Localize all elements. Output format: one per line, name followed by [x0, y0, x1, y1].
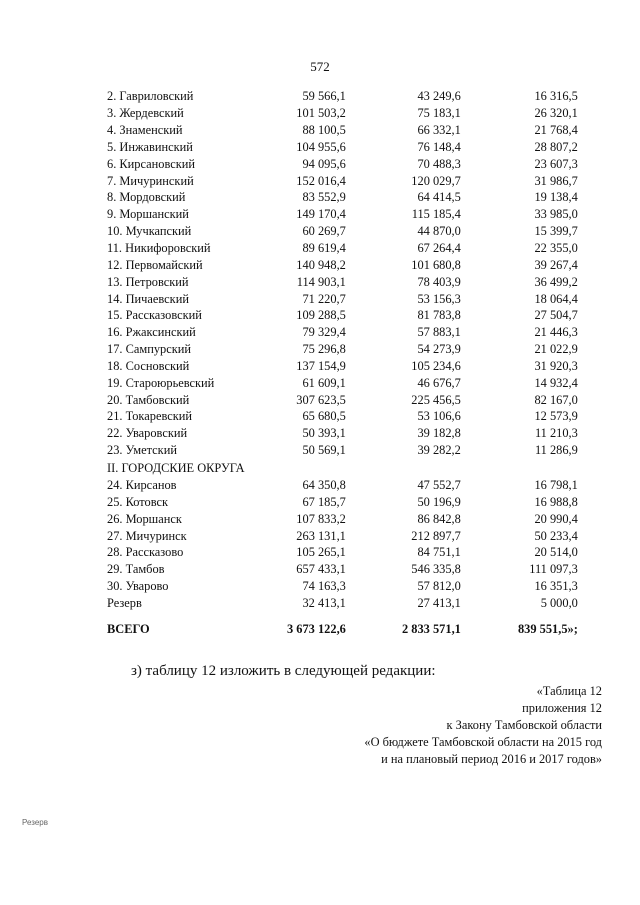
value-col-2: 105 234,6: [411, 358, 461, 373]
value-col-1: 109 288,5: [296, 308, 346, 323]
table-row: [107, 544, 578, 561]
table-row: [107, 493, 578, 510]
table-row: [107, 578, 578, 595]
value-col-3: 16 316,5: [534, 89, 578, 104]
row-name: 17. Сампурский: [107, 342, 191, 357]
table-row: [107, 477, 578, 494]
table-row: [107, 105, 578, 122]
row-name: 8. Мордовский: [107, 190, 186, 205]
table-row: [107, 561, 578, 578]
caption-line: к Закону Тамбовской области: [446, 718, 602, 732]
value-col-2: 57 812,0: [417, 579, 461, 594]
value-col-1: 59 566,1: [302, 89, 346, 104]
value-col-1: 152 016,4: [296, 173, 346, 188]
table-row: [107, 189, 578, 206]
table-row: [107, 425, 578, 442]
table-row: [107, 527, 578, 544]
value-col-2: 44 870,0: [417, 224, 461, 239]
page-number: 572: [310, 59, 330, 74]
value-col-2: 39 282,2: [417, 443, 461, 458]
row-name: 19. Староюрьевский: [107, 375, 215, 390]
value-col-2: 225 456,5: [411, 392, 461, 407]
value-col-1: 65 680,5: [302, 409, 346, 424]
value-col-2: 39 182,8: [417, 426, 461, 441]
value-col-1: 89 619,4: [302, 241, 346, 256]
value-col-2: 212 897,7: [411, 528, 461, 543]
value-col-3: 16 988,8: [534, 494, 578, 509]
row-name: 7. Мичуринский: [107, 173, 194, 188]
value-col-3: 839 551,5»;: [517, 622, 578, 637]
table-row: [107, 240, 578, 257]
row-name: 16. Ржаксинский: [107, 325, 196, 340]
table-caption: [364, 683, 602, 768]
value-col-2: 67 264,4: [417, 241, 461, 256]
value-col-3: 19 138,4: [534, 190, 578, 205]
row-name: 12. Первомайский: [107, 257, 203, 272]
row-name: 25. Котовск: [107, 494, 169, 509]
row-name: 2. Гавриловский: [107, 89, 194, 104]
row-name: 21. Токаревский: [107, 409, 193, 424]
row-name: 15. Рассказовский: [107, 308, 202, 323]
row-name: 26. Моршанск: [107, 511, 182, 526]
value-col-1: 3 673 122,6: [287, 622, 346, 637]
value-col-3: 27 504,7: [534, 308, 578, 323]
value-col-1: 50 393,1: [302, 426, 346, 441]
value-col-1: 105 265,1: [296, 545, 346, 560]
value-col-3: 26 320,1: [534, 106, 578, 121]
value-col-1: 101 503,2: [296, 106, 346, 121]
row-name: 11. Никифоровский: [107, 241, 211, 256]
value-col-2: 101 680,8: [411, 257, 461, 272]
value-col-1: 32 413,1: [302, 595, 346, 610]
value-col-1: 64 350,8: [302, 477, 346, 492]
table-row: [107, 139, 578, 156]
margin-note: Резерв: [22, 818, 48, 827]
value-col-1: 60 269,7: [302, 224, 346, 239]
row-name: 9. Моршанский: [107, 207, 189, 222]
table-row: [107, 341, 578, 358]
value-col-3: 21 768,4: [534, 123, 578, 138]
value-col-2: 2 833 571,1: [402, 622, 461, 637]
table-row: [107, 290, 578, 307]
value-col-1: 149 170,4: [296, 207, 346, 222]
spacer-row: [107, 611, 578, 619]
section-row: [107, 459, 578, 477]
value-col-1: 83 552,9: [302, 190, 346, 205]
row-name: 10. Мучкапский: [107, 224, 192, 239]
value-col-1: 114 903,1: [296, 274, 346, 289]
row-name: 14. Пичаевский: [107, 291, 189, 306]
value-col-3: 28 807,2: [534, 139, 578, 154]
value-col-2: 47 552,7: [417, 477, 461, 492]
row-name: Резерв: [107, 595, 142, 610]
row-name: 24. Кирсанов: [107, 477, 177, 492]
value-col-3: 23 607,3: [534, 156, 578, 171]
row-name: 28. Рассказово: [107, 545, 184, 560]
value-col-2: 50 196,9: [417, 494, 461, 509]
value-col-1: 140 948,2: [296, 257, 346, 272]
table-row: [107, 273, 578, 290]
value-col-2: 53 156,3: [417, 291, 461, 306]
value-col-3: 11 286,9: [534, 443, 578, 458]
table-row: [107, 391, 578, 408]
value-col-1: 71 220,7: [302, 291, 346, 306]
value-col-3: 16 798,1: [534, 477, 578, 492]
value-col-2: 84 751,1: [417, 545, 461, 560]
table-row: [107, 256, 578, 273]
budget-table: [107, 88, 578, 639]
value-col-1: 74 163,3: [302, 579, 346, 594]
value-col-3: 5 000,0: [540, 595, 578, 610]
row-name: 4. Знаменский: [107, 123, 183, 138]
value-col-3: 15 399,7: [534, 224, 578, 239]
spacer-cell: [107, 611, 578, 619]
value-col-2: 54 273,9: [417, 342, 461, 357]
row-name: 30. Уварово: [107, 579, 169, 594]
table-row: [107, 122, 578, 139]
row-name: 22. Уваровский: [107, 426, 188, 441]
value-col-3: 111 097,3: [529, 562, 578, 577]
value-col-1: 307 623,5: [296, 392, 346, 407]
row-name: 29. Тамбов: [107, 562, 165, 577]
value-col-1: 107 833,2: [296, 511, 346, 526]
value-col-1: 657 433,1: [296, 562, 346, 577]
value-col-2: 66 332,1: [417, 123, 461, 138]
value-col-2: 75 183,1: [417, 106, 461, 121]
value-col-2: 27 413,1: [417, 595, 461, 610]
value-col-2: 64 414,5: [417, 190, 461, 205]
table-row: [107, 442, 578, 459]
value-col-1: 61 609,1: [302, 375, 346, 390]
value-col-3: 16 351,3: [534, 579, 578, 594]
value-col-2: 46 676,7: [417, 375, 461, 390]
value-col-2: 57 883,1: [417, 325, 461, 340]
caption-line: и на плановый период 2016 и 2017 годов»: [381, 752, 602, 766]
value-col-3: 18 064,4: [534, 291, 578, 306]
value-col-1: 104 955,6: [296, 139, 346, 154]
value-col-1: 67 185,7: [302, 494, 346, 509]
section-title: II. ГОРОДСКИЕ ОКРУГА: [107, 460, 245, 475]
table-row: [107, 510, 578, 527]
value-col-1: 94 095,6: [302, 156, 346, 171]
row-name: 27. Мичуринск: [107, 528, 187, 543]
reserve-row: [107, 594, 578, 611]
table-row: [107, 324, 578, 341]
value-col-3: 31 920,3: [534, 358, 578, 373]
value-col-1: 137 154,9: [296, 358, 346, 373]
value-col-2: 546 335,8: [411, 562, 461, 577]
value-col-3: 82 167,0: [534, 392, 578, 407]
value-col-2: 53 106,6: [417, 409, 461, 424]
value-col-3: 31 986,7: [534, 173, 578, 188]
table-row: [107, 307, 578, 324]
value-col-3: 20 990,4: [534, 511, 578, 526]
row-name: 6. Кирсановский: [107, 156, 196, 171]
value-col-3: 21 022,9: [534, 342, 578, 357]
value-col-3: 33 985,0: [534, 207, 578, 222]
value-col-3: 39 267,4: [534, 257, 578, 272]
value-col-2: 81 783,8: [417, 308, 461, 323]
value-col-2: 115 185,4: [411, 207, 461, 222]
table-row: [107, 172, 578, 189]
value-col-3: 50 233,4: [534, 528, 578, 543]
row-name: 3. Жердевский: [107, 106, 184, 121]
value-col-3: 21 446,3: [534, 325, 578, 340]
caption-line: «Таблица 12: [536, 684, 602, 698]
value-col-3: 22 355,0: [534, 241, 578, 256]
value-col-1: 79 329,4: [302, 325, 346, 340]
value-col-2: 76 148,4: [417, 139, 461, 154]
value-col-3: 12 573,9: [534, 409, 578, 424]
table-row: [107, 155, 578, 172]
total-row: [107, 619, 578, 639]
table-row: [107, 358, 578, 375]
value-col-2: 70 488,3: [417, 156, 461, 171]
table-row: [107, 88, 578, 105]
row-name: 13. Петровский: [107, 274, 189, 289]
caption-line: «О бюджете Тамбовской области на 2015 год: [364, 735, 602, 749]
table-row: [107, 374, 578, 391]
row-name: 23. Уметский: [107, 443, 177, 458]
value-col-1: 50 569,1: [302, 443, 346, 458]
table-row: [107, 408, 578, 425]
table-row: [107, 223, 578, 240]
value-col-2: 120 029,7: [411, 173, 461, 188]
amendment-instruction: з) таблицу 12 изложить в следующей редакции:: [131, 663, 436, 679]
value-col-1: 75 296,8: [302, 342, 346, 357]
value-col-2: 78 403,9: [417, 274, 461, 289]
value-col-3: 20 514,0: [534, 545, 578, 560]
caption-line: приложения 12: [522, 701, 602, 715]
value-col-2: 43 249,6: [417, 89, 461, 104]
row-name: 18. Сосновский: [107, 358, 190, 373]
value-col-3: 36 499,2: [534, 274, 578, 289]
row-name: 20. Тамбовский: [107, 392, 190, 407]
value-col-3: 11 210,3: [534, 426, 578, 441]
value-col-3: 14 932,4: [534, 375, 578, 390]
value-col-1: 263 131,1: [296, 528, 346, 543]
value-col-2: 86 842,8: [417, 511, 461, 526]
row-name: 5. Инжавинский: [107, 139, 193, 154]
row-name: ВСЕГО: [107, 622, 150, 637]
value-col-1: 88 100,5: [302, 123, 346, 138]
table-row: [107, 206, 578, 223]
